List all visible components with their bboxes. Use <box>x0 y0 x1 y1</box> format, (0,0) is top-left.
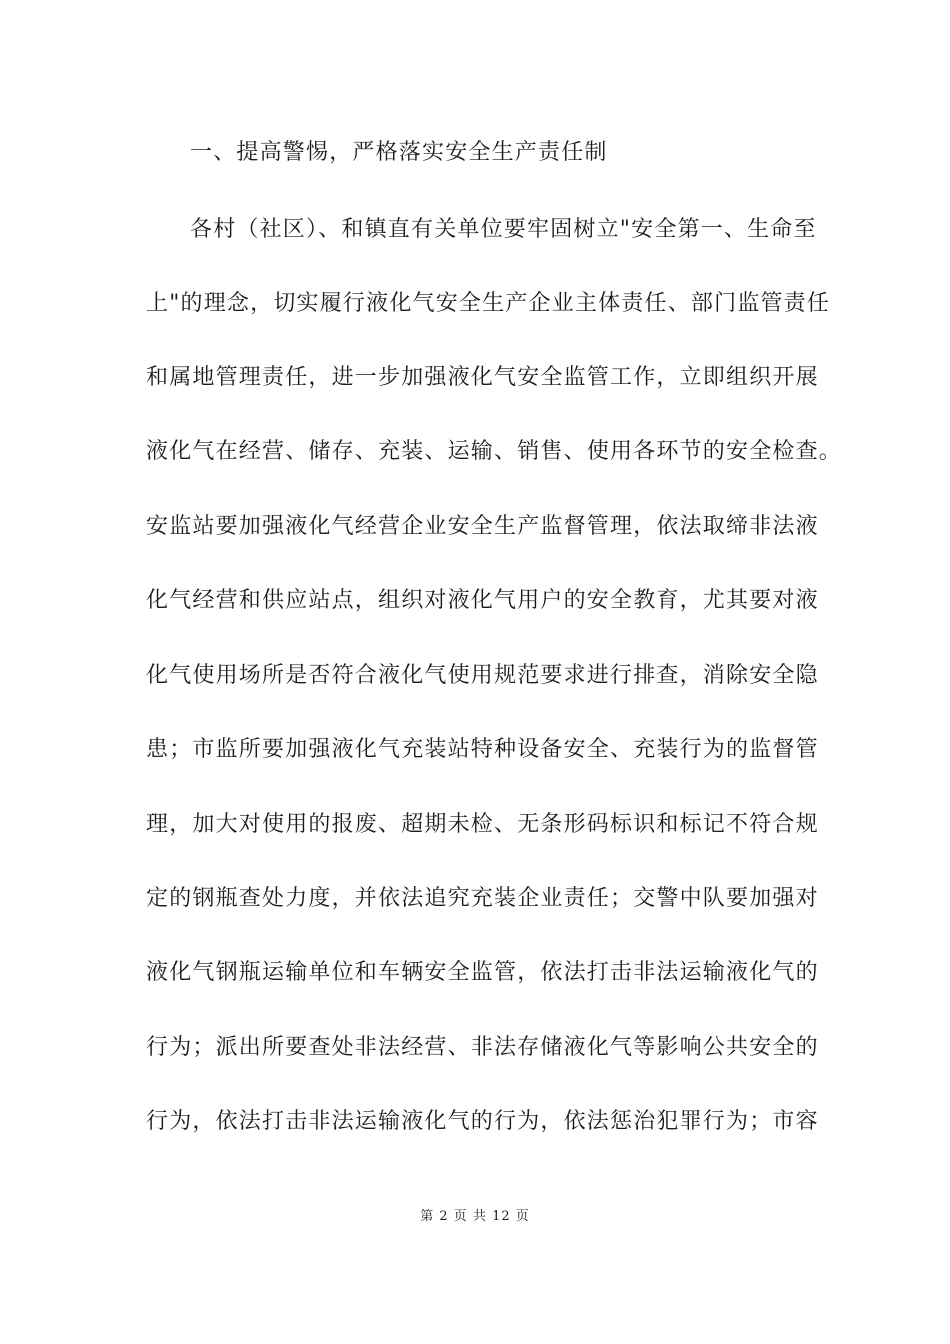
footer-suffix: 页 <box>515 1209 530 1224</box>
paragraph-line: 行为，依法打击非法运输液化气的行为，依法惩治犯罪行为；市容 <box>146 1109 819 1134</box>
paragraph-line: 行为；派出所要查处非法经营、非法存储液化气等影响公共安全的 <box>146 1035 819 1060</box>
paragraph-line: 液化气钢瓶运输单位和车辆安全监管，依法打击非法运输液化气的 <box>146 960 819 985</box>
paragraph-line: 各村（社区）、和镇直有关单位要牢固树立"安全第一、生命至 <box>190 217 817 242</box>
page-footer <box>0 1208 950 1226</box>
paragraph-line: 化气使用场所是否符合液化气使用规范要求进行排查，消除安全隐 <box>146 663 819 688</box>
footer-total-pages: 12 <box>492 1209 511 1224</box>
paragraph-line: 定的钢瓶查处力度，并依法追究充装企业责任；交警中队要加强对 <box>146 886 819 911</box>
paragraph-line: 患；市监所要加强液化气充装站特种设备安全、充装行为的监督管 <box>146 737 819 762</box>
paragraph-line: 化气经营和供应站点，组织对液化气用户的安全教育，尤其要对液 <box>146 588 819 613</box>
paragraph-line: 液化气在经营、储存、充装、运输、销售、使用各环节的安全检查。 <box>146 439 843 464</box>
section-heading: 一、提高警惕，严格落实安全生产责任制 <box>190 140 608 165</box>
footer-prefix: 第 <box>420 1209 435 1224</box>
paragraph-line: 安监站要加强液化气经营企业安全生产监督管理，依法取缔非法液 <box>146 514 819 539</box>
paragraph-line: 和属地管理责任，进一步加强液化气安全监管工作，立即组织开展 <box>146 365 819 390</box>
footer-middle: 页 共 <box>453 1209 487 1224</box>
paragraph-line: 上"的理念，切实履行液化气安全生产企业主体责任、部门监管责任 <box>146 291 831 316</box>
footer-page-number: 2 <box>439 1209 449 1224</box>
paragraph-line: 理，加大对使用的报废、超期未检、无条形码标识和标记不符合规 <box>146 812 819 837</box>
